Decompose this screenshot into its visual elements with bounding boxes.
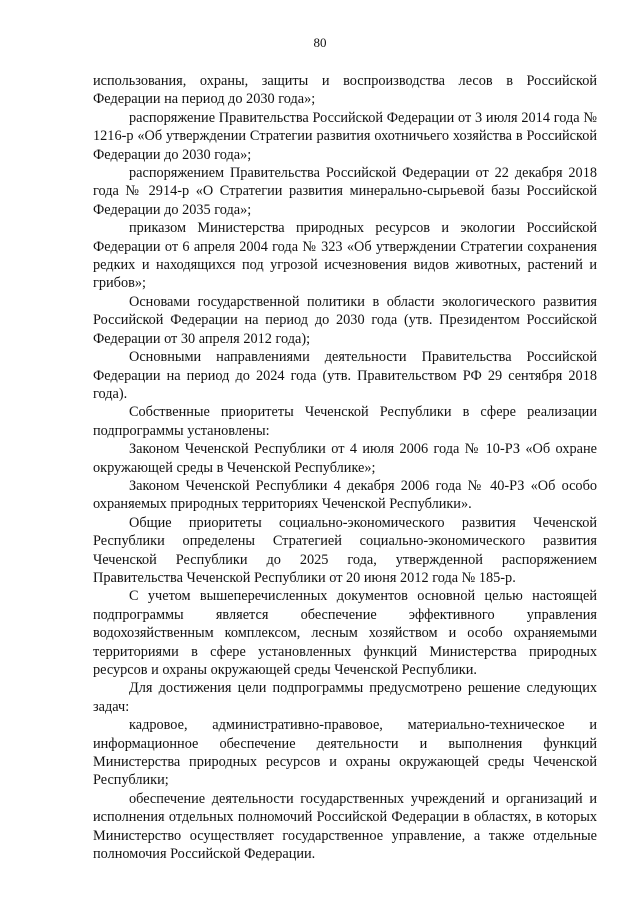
paragraph-ecological-policy: Основами государственной политики в области экологического развития Российской Федерации на период до 2030 года (утв. Президентом Российской Федерации от 30 апреля 2012 года);	[93, 293, 597, 347]
page-number: 80	[313, 35, 327, 50]
paragraph-main-goal: С учетом вышеперечисленных документов основной целью настоящей подпрограммы является обеспечение эффективного управления водохозяйственным комплексом, лесным хозяйством и особо охраняемыми территориями в сфере установленных функций Министерства природных ресурсов и охраны окружающей среды Чеченской Республики.	[93, 588, 597, 678]
paragraph-protected-areas-law: Законом Чеченской Республики 4 декабря 2006 года № 40-РЗ «Об особо охраняемых природных территориях Чеченской Республики».	[93, 477, 597, 513]
paragraph-task-institutions: обеспечение деятельности государственных учреждений и организаций и исполнения отдельных полномочий Российской Федерации в областях, в которых Министерство осуществляет государственное управление, а также отдельные полномочия Российской Федерации.	[93, 790, 597, 863]
paragraph-rare-species-order: приказом Министерства природных ресурсов и экологии Российской Федерации от 6 апреля 2004 года № 323 «Об утверждении Стратегии сохранения редких и находящихся под угрозой исчезновения видов животных, растений и грибов»;	[93, 220, 597, 292]
paragraph-tasks-intro: Для достижения цели подпрограммы предусмотрено решение следующих задач:	[93, 680, 597, 715]
paragraph-mineral-strategy: распоряжением Правительства Российской Федерации от 22 декабря 2018 года № 2914-р «О Стратегии развития минерально-сырьевой базы Российской Федерации до 2035 года»;	[93, 165, 597, 218]
paragraph-republic-priorities: Собственные приоритеты Чеченской Республики в сфере реализации подпрограммы установлены:	[93, 404, 597, 439]
paragraph-hunting-strategy: распоряжение Правительства Российской Федерации от 3 июля 2014 года № 1216-р «Об утверждении Стратегии развития охотничьего хозяйства в Российской Федерации до 2030 года»;	[93, 109, 597, 163]
paragraph-forest-strategy-continuation: использования, охраны, защиты и воспроизводства лесов в Российской Федерации на период до 2030 года»;	[93, 73, 597, 108]
paragraph-government-directions: Основными направлениями деятельности Правительства Российской Федерации на период до 2024 года (утв. Правительством РФ 29 сентября 2018 года).	[93, 349, 597, 402]
paragraph-task-support: кадровое, административно-правовое, материально-техническое и информационное обеспечение деятельности и выполнения функций Министерства природных ресурсов и охраны окружающей среды Чеченской Республики;	[93, 717, 597, 789]
paragraph-general-priorities: Общие приоритеты социально-экономического развития Чеченской Республики определены Стратегией социально-экономического развития Чеченской Республики до 2025 года, утвержденной распоряжением Правительства Чеченской Республики от 20 июня 2012 года № 185-р.	[93, 514, 597, 586]
paragraph-environment-law: Законом Чеченской Республики от 4 июля 2006 года № 10-РЗ «Об охране окружающей среды в Чеченской Республике»;	[93, 441, 597, 476]
document-body	[93, 72, 597, 863]
